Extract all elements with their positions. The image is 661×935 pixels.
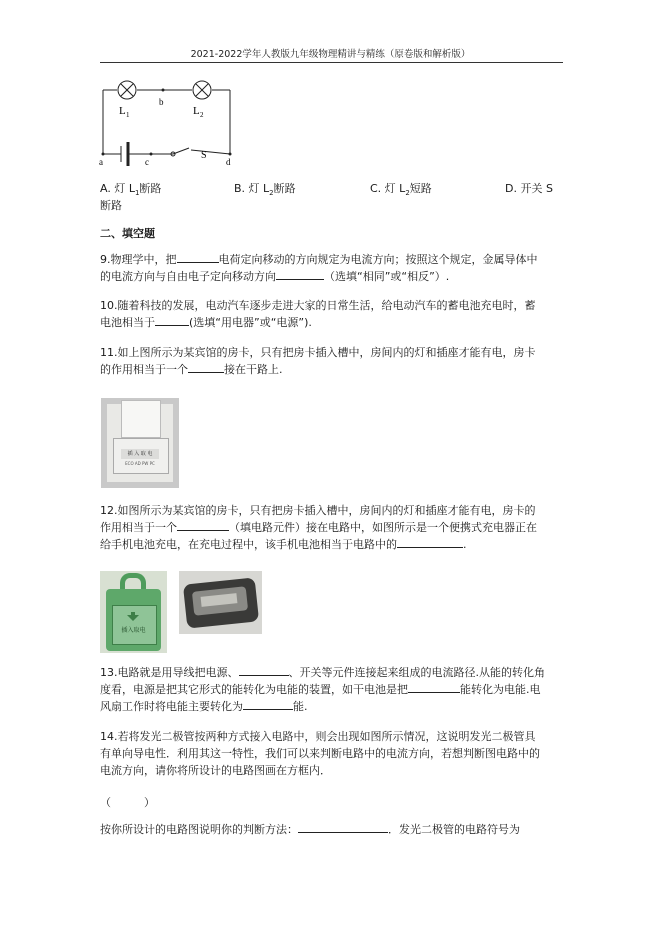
label-l1-sub: 1 — [126, 111, 130, 119]
option-b: B. 灯 $L_2$断路 — [234, 182, 296, 198]
card-arrow-icon — [129, 441, 151, 447]
charger-photo — [179, 571, 262, 634]
card-label: 插 入 取 电 — [121, 449, 159, 459]
label-l2: L — [193, 105, 200, 117]
option-a: A. 灯 $L_1$断路 — [100, 182, 162, 198]
card-footer: ECO AD PW PC — [125, 461, 155, 466]
label-l1: L — [119, 105, 126, 117]
header-rule — [100, 62, 563, 63]
question-14-method: 按你所设计的电路图说明你的判断方法： ．发光二极管的电路符号为 — [100, 823, 520, 836]
room-card-photo — [101, 398, 179, 488]
question-14: 14.若将发光二极管按两种方式接入电路中，则会出现如图所示情况，这说明发光二极管具 有单向导电性．利用其这一特性，我们可以来判断电路中的电流方向，若想判断图电路中的 电流方向，请你将所设计的电路图画在方框内． — [100, 730, 540, 777]
question-11: 11.如上图所示为某宾馆的房卡，只有把房卡插入槽中，房间内的灯和插座才能有电，房卡 的作用相当于一个 接在干路上. — [100, 346, 536, 376]
label-b: b — [159, 97, 164, 107]
green-card-photo — [100, 571, 167, 653]
label-c: c — [145, 157, 149, 167]
page-header: 2021-2022学年人教版九年级物理精讲与精练（原卷版和解析版） — [190, 49, 471, 60]
question-12: 12.如图所示为某宾馆的房卡，只有把房卡插入槽中，房间内的灯和插座才能有电，房卡的 作用相当于一个 （填电路元件）接在电路中，如图所示是一个便携式充电器正在 给手机电池充电，在充电过程中，该手机电池相当于电路中的 . — [100, 504, 537, 551]
section-title: 二、填空题 — [100, 227, 155, 240]
option-d-cont: 断路 — [100, 199, 122, 212]
circuit-diagram — [95, 76, 245, 168]
question-10: 10.随着科技的发展，电动汽车逐步走进大家的日常生活，给电动汽车的蓄电池充电时，蓄 电池相当于 (选填“用电器”或“电源”). — [100, 299, 536, 329]
down-arrow-icon — [125, 607, 141, 617]
option-d: D. 开关 S — [505, 182, 553, 195]
question-9: 9.物理学中，把 电荷定向移动的方向规定为电流方向；按照这个规定，金属导体中 的电流方向与自由电子定向移动方向 （选填“相同”或“相反”）. — [100, 253, 538, 283]
label-a: a — [99, 157, 103, 167]
option-c: C. 灯 $L_2$短路 — [370, 182, 432, 198]
label-d: d — [226, 157, 231, 167]
answer-parentheses: （ ） — [100, 796, 155, 809]
green-card-label: 插入取电 — [121, 627, 146, 634]
label-s: S — [201, 150, 207, 161]
label-l2-sub: 2 — [200, 111, 204, 119]
question-13: 13.电路就是用导线把电源、 、开关等元件连接起来组成的电流路径.从能的转化角 度看，电源是把其它形式的能转化为电能的装置，如干电池是把 能转化为电能.电 风扇工作时将电能主要转化为 能. — [100, 666, 545, 713]
